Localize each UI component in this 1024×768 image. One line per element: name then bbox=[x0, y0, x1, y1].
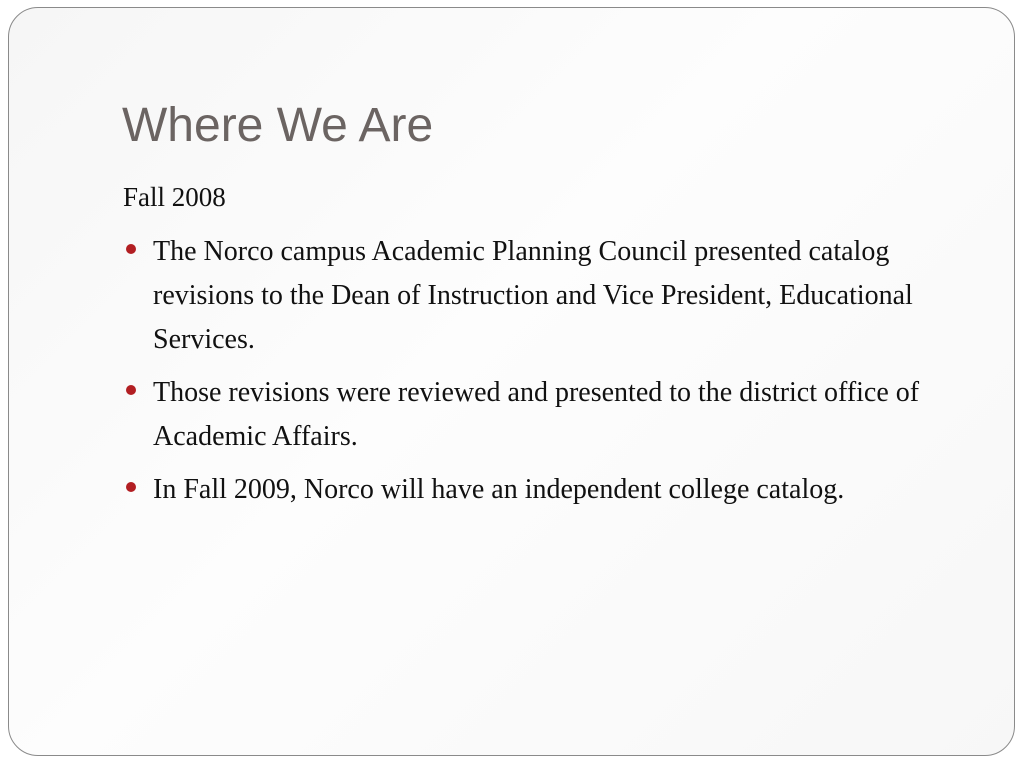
bullet-text: In Fall 2009, Norco will have an independent college catalog. bbox=[153, 474, 845, 505]
bullet-item bbox=[123, 468, 983, 512]
bullet-text: The Norco campus Academic Planning Council presented catalog revisions to the Dean of Instruction and Vice President, Educational Services. bbox=[153, 236, 913, 355]
bullet-text: Those revisions were reviewed and presented to the district office of Academic Affairs. bbox=[153, 377, 920, 452]
bullet-list bbox=[123, 230, 983, 521]
slide-frame bbox=[8, 7, 1015, 756]
bullet-dot-icon bbox=[126, 482, 136, 492]
slide-subheading: Fall 2008 bbox=[123, 182, 226, 212]
bullet-dot-icon bbox=[126, 244, 136, 254]
slide-title: Where We Are bbox=[122, 99, 434, 152]
bullet-item bbox=[123, 230, 983, 362]
bullet-item bbox=[123, 371, 983, 459]
bullet-dot-icon bbox=[126, 385, 136, 395]
